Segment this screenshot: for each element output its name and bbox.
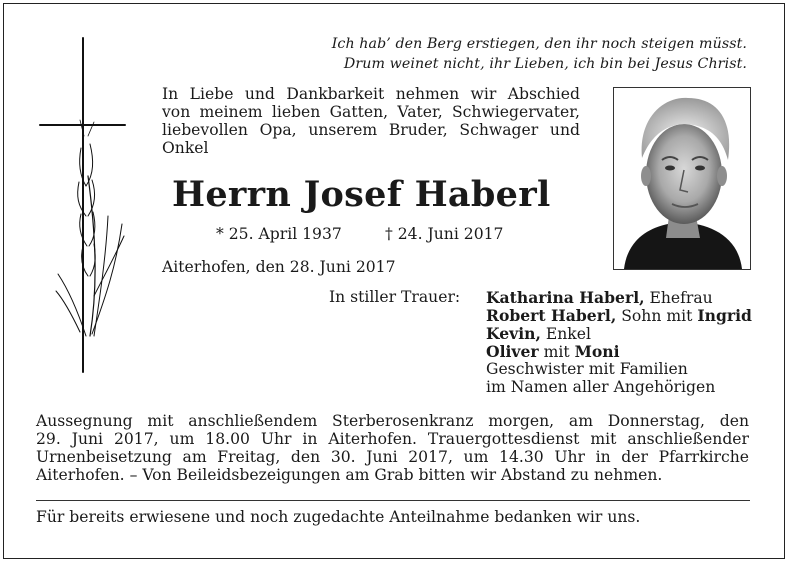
cross-with-wheat-icon xyxy=(36,36,128,376)
verse-line: Drum weinet nicht, ihr Lieben, ich bin bei Jesus Christ. xyxy=(343,56,747,72)
mourner-name: Kevin, xyxy=(486,324,541,343)
mourner-name: Oliver xyxy=(486,342,539,361)
divider xyxy=(36,500,750,501)
place-date: Aiterhofen, den 28. Juni 2017 xyxy=(162,258,396,276)
deceased-name: Herrn Josef Haberl xyxy=(172,174,551,215)
portrait-photo xyxy=(613,87,751,270)
funeral-info-line: Urnenbeisetzung am Freitag, den 30. Juni 2017, um 14.30 Uhr in der Pfarrkirche xyxy=(36,448,749,466)
mourner-relation: mit xyxy=(538,343,575,361)
intro-line: Onkel xyxy=(162,139,209,157)
mourner-name: Ingrid xyxy=(697,306,752,325)
intro-line: liebevollen Opa, unserem Bruder, Schwager und xyxy=(162,121,580,139)
mourner-name: Moni xyxy=(574,342,620,361)
funeral-info-line: Aussegnung mit anschließendem Sterberosenkranz morgen, am Donnerstag, den xyxy=(36,412,749,430)
mourners-label: In stiller Trauer: xyxy=(329,288,461,306)
mourner-relation: Sohn mit xyxy=(616,307,698,325)
mourner-row: im Namen aller Angehörigen xyxy=(486,378,716,396)
verse-line: Ich hab’ den Berg erstiegen, den ihr noch steigen müsst. xyxy=(331,36,747,52)
mourner-name: Robert Haberl, xyxy=(486,306,617,325)
mourner-row xyxy=(486,343,620,362)
death-date: † 24. Juni 2017 xyxy=(385,225,504,243)
mourner-row: Geschwister mit Familien xyxy=(486,360,688,378)
mourner-row xyxy=(486,325,591,344)
mourner-row xyxy=(486,289,713,308)
mourner-row xyxy=(486,307,752,326)
mourner-name: Katharina Haberl, xyxy=(486,288,645,307)
intro-line: von meinem lieben Gatten, Vater, Schwiegervater, xyxy=(162,103,580,121)
funeral-info-line: Aiterhofen. – Von Beileidsbezeigungen am Grab bitten wir Abstand zu nehmen. xyxy=(36,466,663,484)
mourner-relation: Enkel xyxy=(540,325,591,343)
funeral-info-line: 29. Juni 2017, um 18.00 Uhr in Aiterhofen. Trauergottesdienst mit anschließender xyxy=(36,430,749,448)
birth-date: * 25. April 1937 xyxy=(216,225,342,243)
thanks-line: Für bereits erwiesene und noch zugedachte Anteilnahme bedanken wir uns. xyxy=(36,508,641,526)
mourner-relation: Ehefrau xyxy=(644,289,713,307)
intro-line: In Liebe und Dankbarkeit nehmen wir Abschied xyxy=(162,85,580,103)
